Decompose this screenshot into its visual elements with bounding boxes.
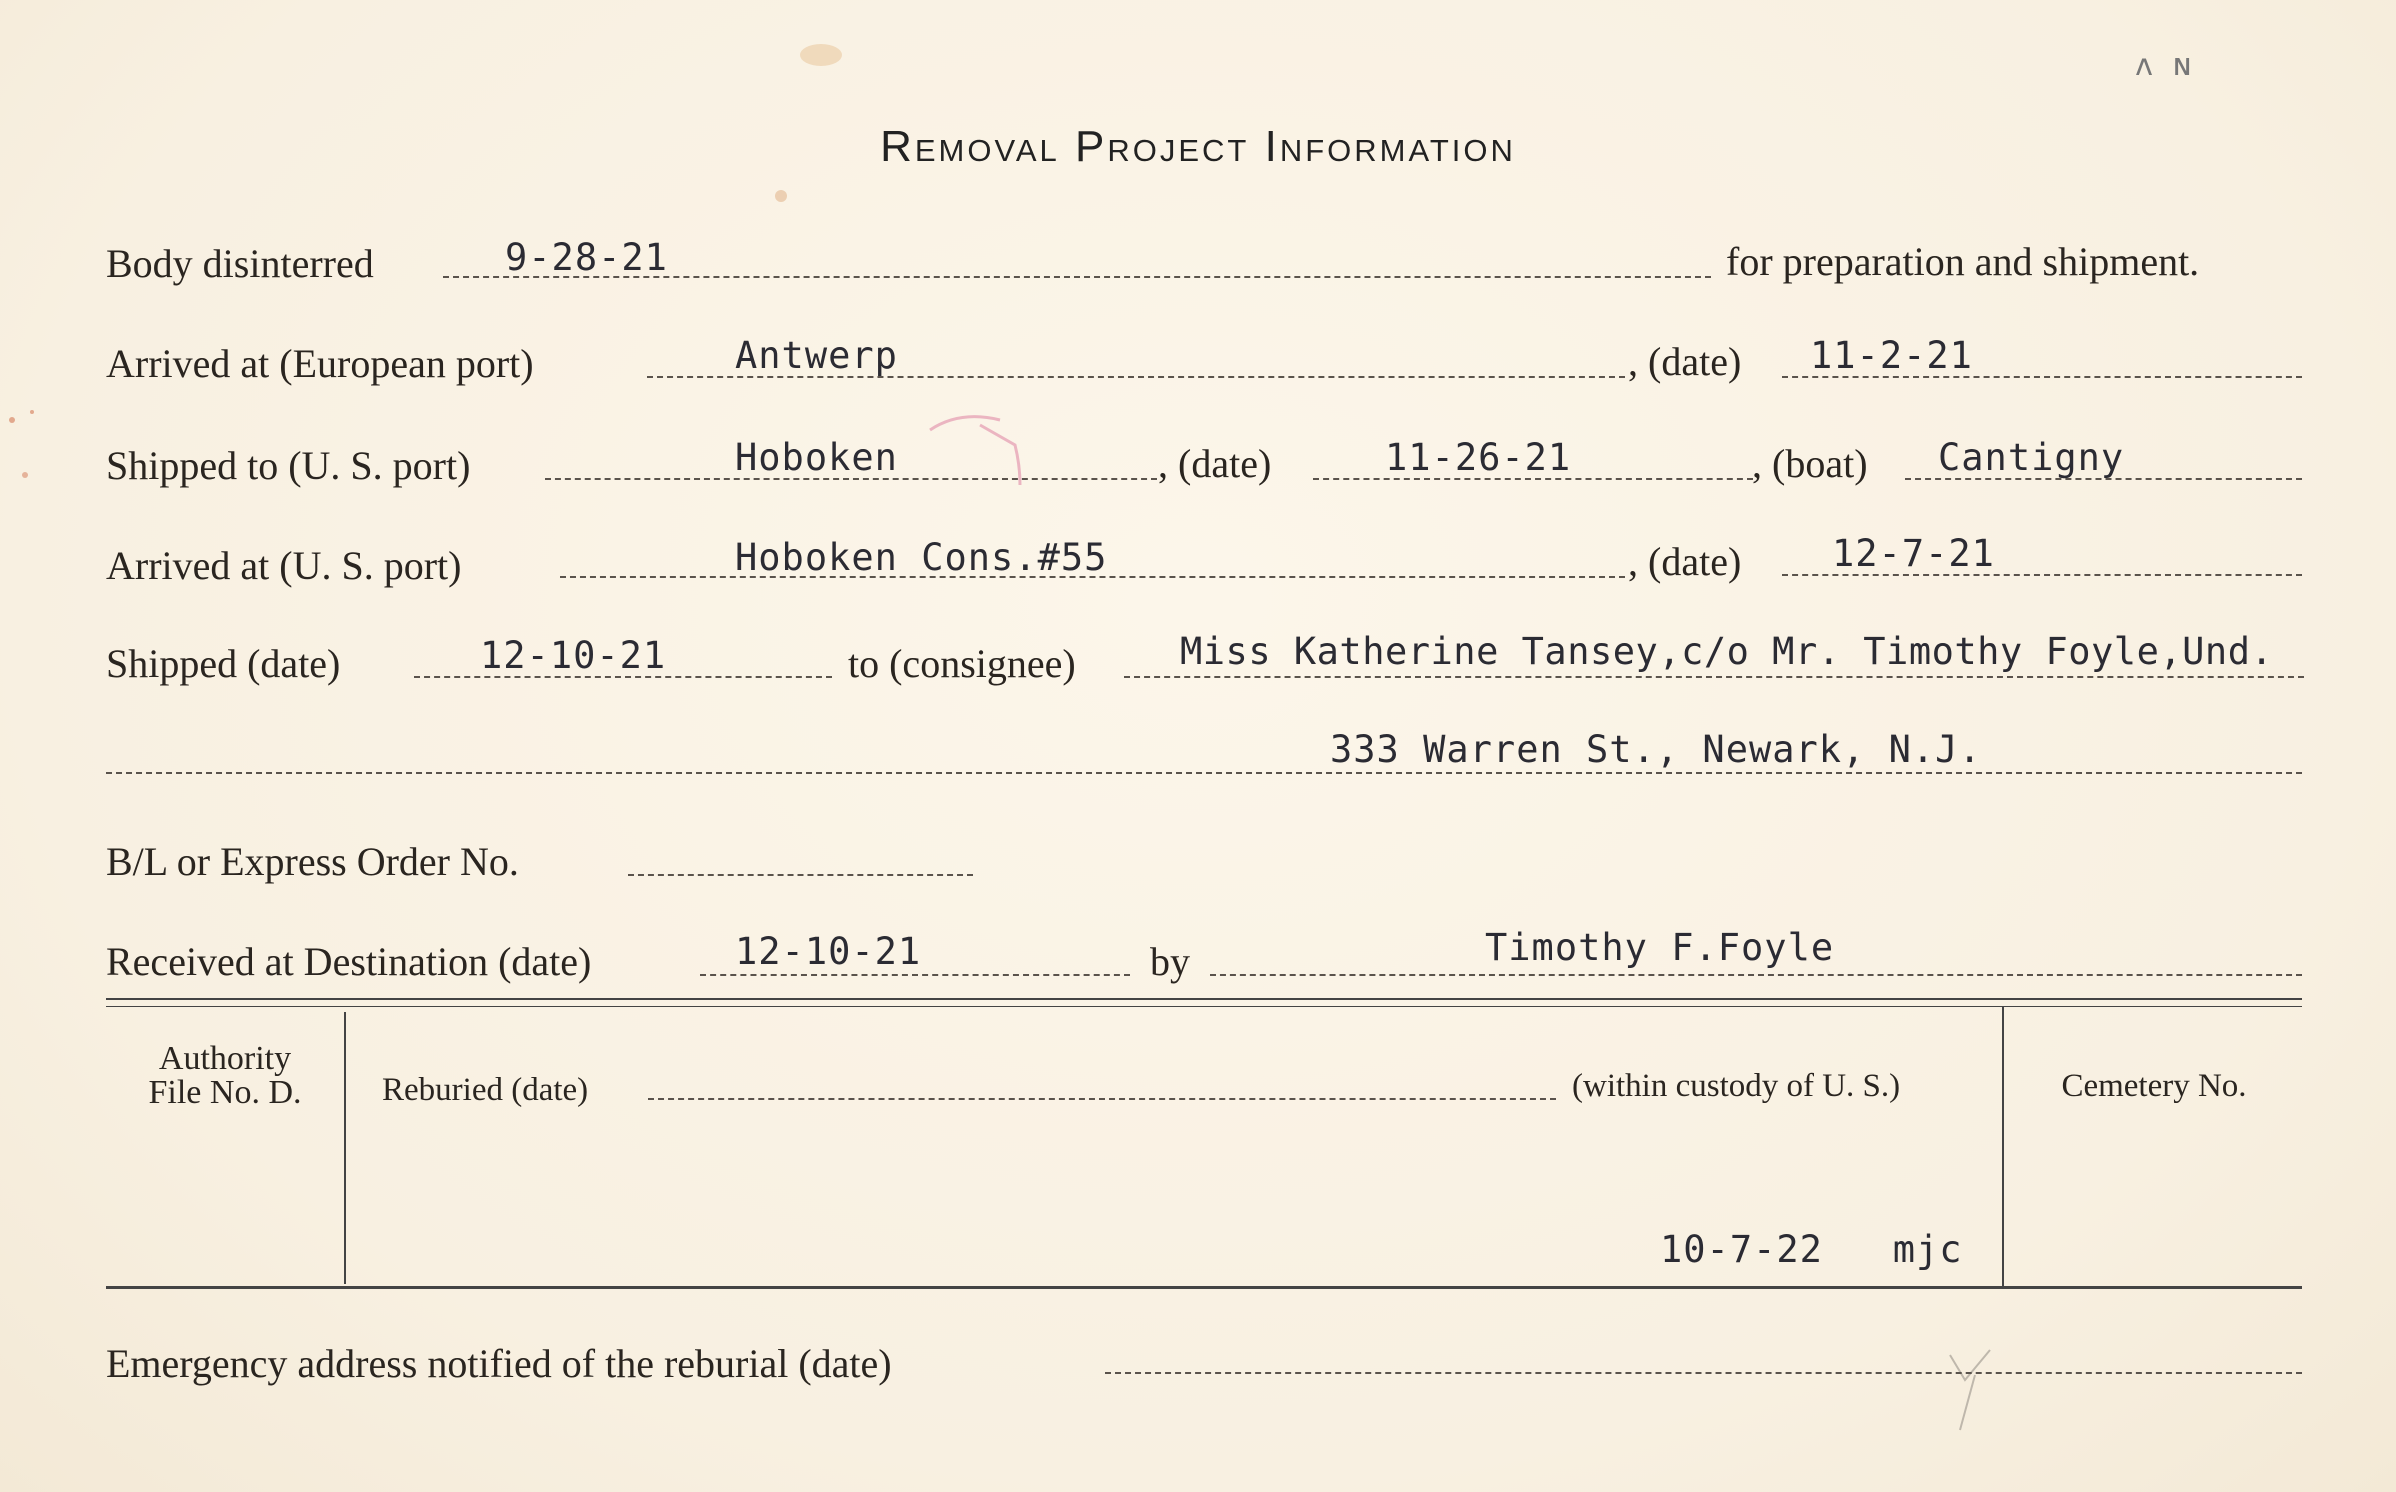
- authority-label-line1: Authority: [158, 1040, 292, 1077]
- shipped-us-boat-label: , (boat): [1752, 441, 1868, 486]
- arrived-european-date-value: 11-2-21: [1810, 334, 1973, 377]
- address-line: [106, 772, 2302, 774]
- emergency-address-line: [1105, 1372, 2302, 1374]
- shipped-us-date-value: 11-26-21: [1385, 436, 1572, 479]
- received-date-label: Received at Destination (date): [106, 939, 592, 984]
- emergency-address-label: Emergency address notified of the reburial (date): [106, 1341, 892, 1386]
- shipped-us-boat-value: Cantigny: [1938, 436, 2125, 479]
- bl-order-line: [628, 874, 973, 876]
- reburial-note: 10-7-22 mjc: [1660, 1228, 1963, 1271]
- pink-pencil-mark: [920, 390, 1050, 490]
- consignee-label: to (consignee): [848, 641, 1076, 686]
- body-disinterred-value: 9-28-21: [505, 236, 668, 279]
- cemetery-no-label: Cemetery No.: [2061, 1068, 2247, 1104]
- arrived-us-date-label: , (date): [1628, 539, 1742, 584]
- received-by-line: [1210, 974, 2302, 976]
- arrived-european-label: Arrived at (European port): [106, 341, 534, 386]
- table-top-border: [106, 998, 2302, 1000]
- shipped-us-value: Hoboken: [735, 436, 898, 479]
- consignee-address-value: 333 Warren St., Newark, N.J.: [1330, 728, 1982, 771]
- arrived-european-value: Antwerp: [735, 334, 898, 377]
- ink-smudge: [800, 44, 842, 66]
- authority-label-line2: File No. D.: [148, 1074, 302, 1111]
- received-date-value: 12-10-21: [735, 930, 922, 973]
- red-edge-marks: [0, 400, 50, 490]
- ink-smudge: [775, 190, 787, 202]
- arrived-european-date-label: , (date): [1628, 339, 1742, 384]
- table-divider-left: [344, 1012, 346, 1284]
- arrived-us-value: Hoboken Cons.#55: [735, 536, 1108, 579]
- arrived-us-date-value: 12-7-21: [1832, 532, 1995, 575]
- reburied-date-label: Reburied (date): [382, 1072, 589, 1108]
- pencil-scribble: [1930, 1335, 2010, 1435]
- preparation-suffix-label: for preparation and shipment.: [1726, 239, 2200, 284]
- shipped-us-label: Shipped to (U. S. port): [106, 443, 471, 488]
- bl-order-label: B/L or Express Order No.: [106, 839, 519, 884]
- custody-label: (within custody of U. S.): [1572, 1068, 1901, 1104]
- body-disinterred-label: Body disinterred: [106, 241, 374, 286]
- table-divider-right: [2002, 1006, 2004, 1286]
- received-date-line: [700, 974, 1130, 976]
- consignee-value: Miss Katherine Tansey,c/o Mr. Timothy Foyle,Und.: [1180, 630, 2274, 673]
- received-by-label: by: [1150, 939, 1190, 984]
- shipped-date-value: 12-10-21: [480, 634, 667, 677]
- table-top-border-inner: [106, 1006, 2302, 1007]
- shipped-us-date-label: , (date): [1158, 441, 1272, 486]
- corner-marks: ʌ ɴ: [2135, 48, 2193, 83]
- page-title: Removal Project Information: [880, 122, 1516, 171]
- arrived-us-label: Arrived at (U. S. port): [106, 543, 462, 588]
- consignee-line: [1124, 676, 2304, 678]
- table-bottom-border: [106, 1286, 2302, 1289]
- reburied-date-line: [648, 1098, 1556, 1100]
- received-by-value: Timothy F.Foyle: [1485, 926, 1835, 969]
- shipped-date-label: Shipped (date): [106, 641, 341, 686]
